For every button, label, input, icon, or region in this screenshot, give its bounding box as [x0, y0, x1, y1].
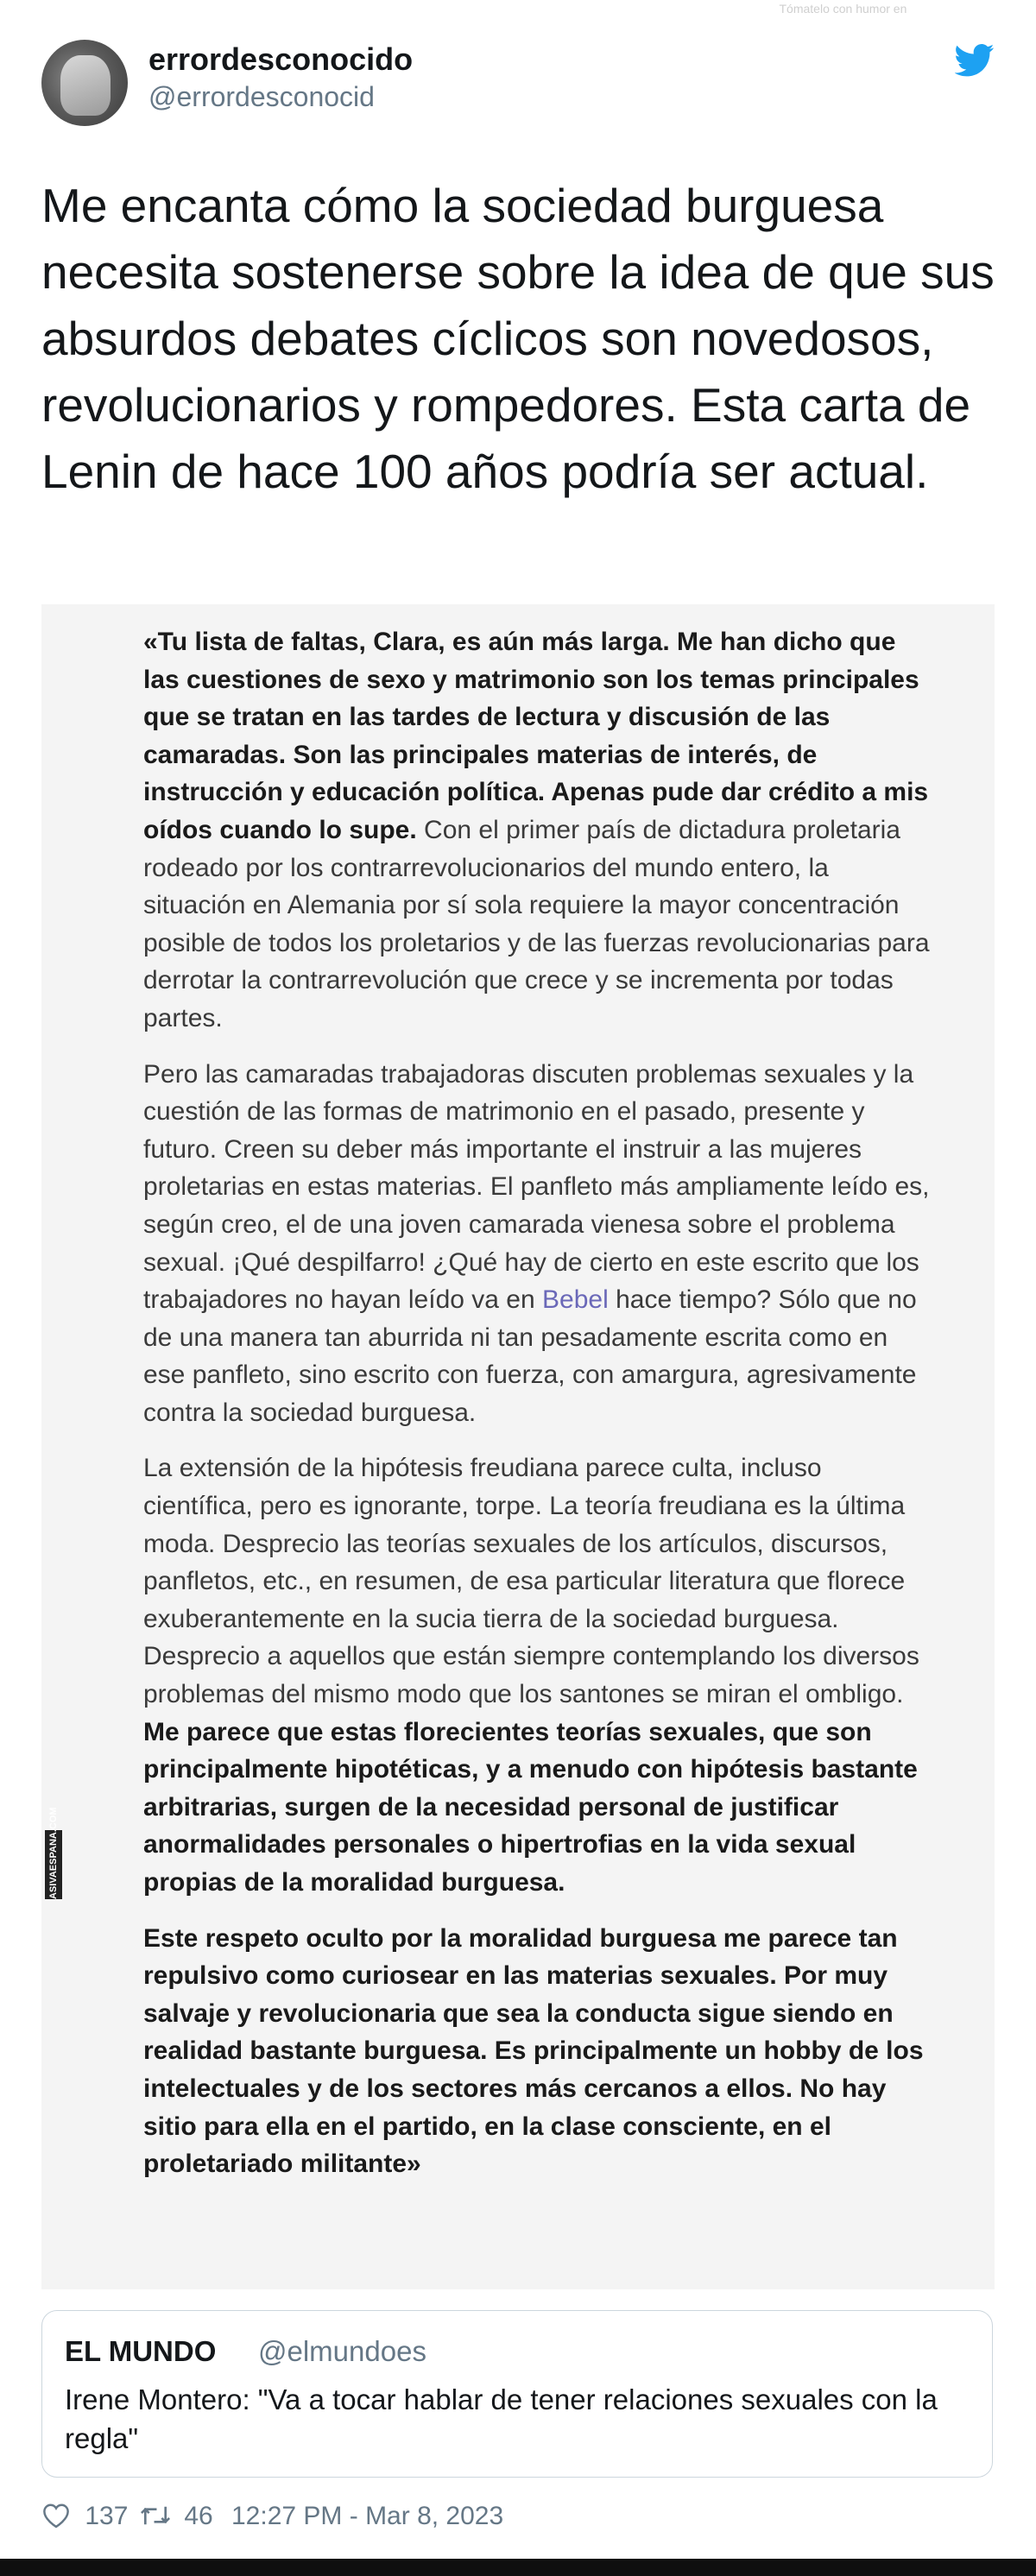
quoted-author-name: EL MUNDO [65, 2335, 217, 2367]
footer-text [780, 2, 1025, 16]
quoted-author-handle: @elmundoes [258, 2335, 426, 2367]
tweet-timestamp[interactable]: 12:27 PM - Mar 8, 2023 [231, 2502, 504, 2530]
avatar-figure [60, 55, 111, 116]
footer-prefix: Tómatelo con humor en [779, 2, 910, 16]
letter-paragraph [143, 1449, 933, 1901]
letter-text [143, 623, 933, 2201]
heart-icon [41, 2503, 71, 2529]
twitter-bird-icon[interactable] [955, 43, 995, 78]
quoted-tweet-card[interactable] [41, 2310, 993, 2478]
like-button[interactable] [41, 2502, 128, 2531]
side-watermark: ASIVAESPANA.COM [45, 1830, 62, 1899]
letter-text-segment: La extensión de la hipótesis freudiana parece culta, incluso científica, pero es ignorante, torpe. La teoría freudiana es la última moda. Desprecio las teorías sexuales de los artículos, discursos, panfletos, etc., en resumen, de esa particular literatura que florece exuberantemente en la sucia tierra de la sociedad burguesa. Desprecio a aquellos que están siempre contemplando los diversos problemas del mismo modo que los santones se miran el ombligo. [143, 1454, 919, 1709]
author-avatar[interactable] [41, 40, 128, 126]
letter-text-segment: Con el primer país de dictadura proletaria rodeado por los contrarrevolucionarios del mundo entero, la situación en Alemania por sí sola requiere la mayor concentración posible de todos los proletarios y de las fuerzas revolucionarias para derrotar la contrarrevolución que crece y se incrementa por todas partes. [143, 815, 930, 1032]
attached-letter-image[interactable] [41, 604, 995, 2289]
letter-paragraph [143, 623, 933, 1038]
letter-bold-text: Me parece que estas florecientes teorías sexuales, que son principalmente hipotéticas, y a menudo con hipótesis bastante arbitrarias, surgen de la necesidad personal de justificar anormalidades personales o hipertrofias en la vida sexual propias de la moralidad burguesa. [143, 1717, 918, 1897]
letter-bold-text: «Tu lista de faltas, Clara, es aún más larga. Me han dicho que las cuestiones de sexo y matrimonio son los temas principales que se tratan en las tardes de lectura y discusión de las camaradas. Son las principales materias de interés, de instrucción y educación política. Apenas pude dar crédito a mis oídos cuando lo supe. [143, 628, 929, 844]
like-count: 137 [85, 2502, 129, 2530]
retweet-icon [139, 2503, 172, 2529]
letter-paragraph [143, 1920, 933, 2183]
tweet-text: Me encanta cómo la sociedad burguesa necesita sostenerse sobre la idea de que sus absurdos debates cíclicos son novedosos, revolucionarios y rompedores. Esta carta de Lenin de hace 100 años podría ser actual. [41, 179, 995, 498]
letter-text-segment: hace tiempo? Sólo que no de una manera tan aburrida ni tan pesadamente escrita como en ese panfleto, sino escrito con fuerza, con amargura, agresivamente contra la sociedad burguesa. [143, 1285, 917, 1427]
letter-text-segment: Pero las camaradas trabajadoras discuten problemas sexuales y la cuestión de las formas de matrimonio en el pasado, presente y futuro. Creen su deber más importante el instruir a las mujeres proletarias en estas materias. El panfleto más ampliamente leído es, según creo, el de una joven camarada vienesa sobre el problema sexual. ¡Qué despilfarro! ¿Qué hay de cierto en este escrito que los trabajadores no hayan leído va en [143, 1059, 930, 1315]
letter-bold-text: Este respeto oculto por la moralidad burguesa me parece tan repulsivo como curiosear en las materias sexuales. Por muy salvaje y revolucionaria que sea la conducta sigue siendo en realidad bastante burguesa. Es principalmente un hobby de los intelectuales y de los sectores más cercanos a ellos. No hay sitio para ella en el partido, en la clase consciente, en el proletariado militante» [143, 1923, 924, 2179]
letter-paragraph [143, 1056, 933, 1432]
watermark-footer [0, 2559, 1036, 2576]
retweet-count: 46 [184, 2502, 213, 2530]
retweet-button[interactable] [139, 2502, 213, 2531]
author-display-name[interactable]: errordesconocido [148, 41, 414, 77]
quoted-tweet-text: Irene Montero: "Va a tocar hablar de tener relaciones sexuales con la regla" [65, 2383, 938, 2454]
author-handle[interactable]: @errordesconocid [148, 81, 375, 112]
bebel-link: Bebel [542, 1285, 609, 1315]
footer-brand: ASIVAESPANA.COM [909, 2, 1024, 16]
